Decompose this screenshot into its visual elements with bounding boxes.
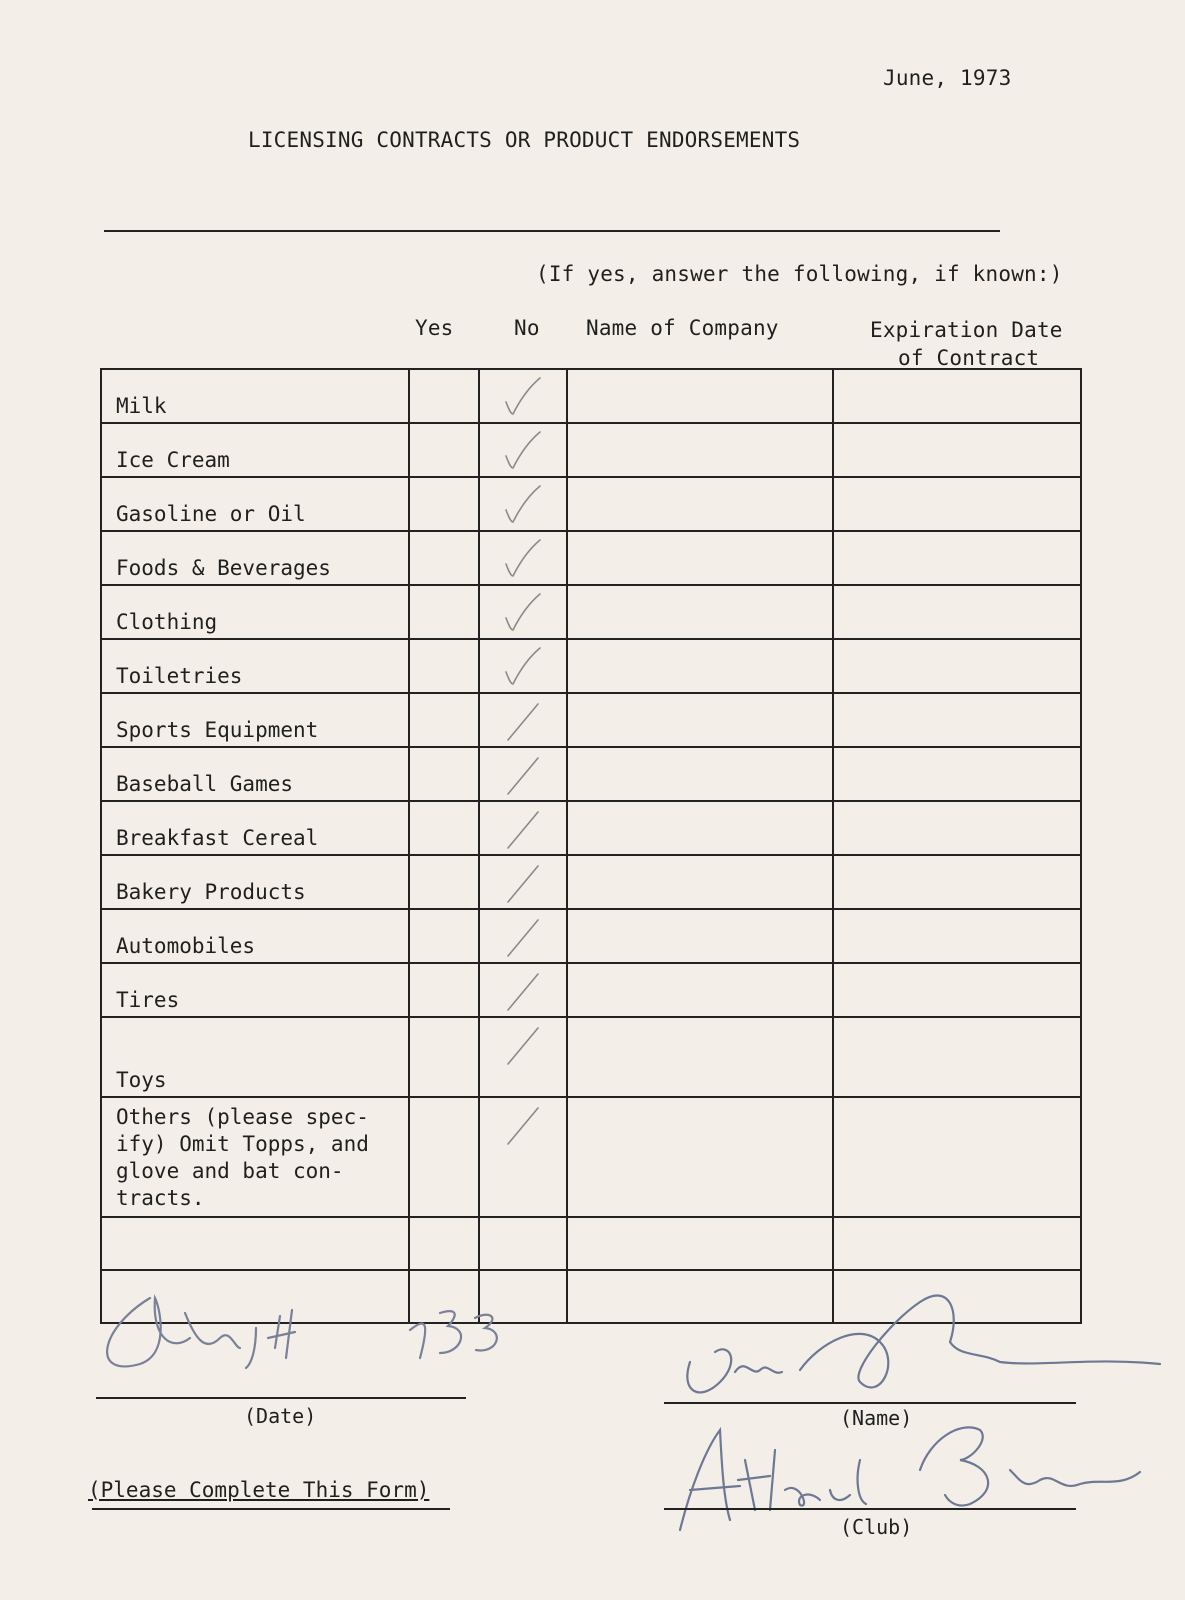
yes-cell[interactable]: [409, 801, 479, 855]
table-row: [101, 423, 1081, 477]
check-mark-icon: [500, 376, 550, 420]
category-cell[interactable]: [101, 1217, 409, 1270]
category-label: Baseball Games: [101, 747, 409, 801]
category-label: Clothing: [101, 585, 409, 639]
form-date: June, 1973: [883, 66, 1012, 90]
company-cell[interactable]: [567, 693, 833, 747]
check-mark-icon: [500, 862, 550, 906]
please-complete-underline: [92, 1508, 450, 1510]
instruction-note: (If yes, answer the following, if known:): [536, 262, 1063, 286]
yes-cell[interactable]: [409, 909, 479, 963]
endorsement-table: [100, 368, 1082, 1324]
check-mark-icon: [500, 1104, 550, 1148]
table-row: [101, 909, 1081, 963]
category-label: Tires: [101, 963, 409, 1017]
table-row: [101, 1017, 1081, 1097]
yes-cell[interactable]: [409, 855, 479, 909]
yes-cell[interactable]: [409, 1097, 479, 1217]
yes-cell[interactable]: [409, 531, 479, 585]
category-label: Sports Equipment: [101, 693, 409, 747]
table-row: [101, 963, 1081, 1017]
yes-cell[interactable]: [409, 747, 479, 801]
name-label: (Name): [840, 1406, 913, 1430]
yes-cell[interactable]: [409, 639, 479, 693]
no-cell[interactable]: [479, 909, 567, 963]
club-label: (Club): [840, 1515, 913, 1539]
handwritten-date: [80, 1268, 520, 1378]
company-cell[interactable]: [567, 909, 833, 963]
expiration-cell[interactable]: [833, 369, 1081, 423]
table-row: [101, 477, 1081, 531]
table-row: [101, 693, 1081, 747]
expiration-cell[interactable]: [833, 1217, 1081, 1270]
company-cell[interactable]: [567, 855, 833, 909]
company-cell[interactable]: [567, 801, 833, 855]
column-header-expiration-line2: of Contract: [898, 346, 1040, 370]
check-mark-icon: [500, 916, 550, 960]
company-cell[interactable]: [567, 531, 833, 585]
company-cell[interactable]: [567, 1097, 833, 1217]
category-label: Others (please spec-ify) Omit Topps, and glove and bat con-tracts.: [101, 1097, 409, 1217]
no-cell[interactable]: [479, 747, 567, 801]
check-mark-icon: [500, 538, 550, 582]
table-row: [101, 747, 1081, 801]
club-line: [664, 1508, 1076, 1510]
no-cell[interactable]: [479, 531, 567, 585]
category-label: Bakery Products: [101, 855, 409, 909]
expiration-cell[interactable]: [833, 693, 1081, 747]
expiration-cell[interactable]: [833, 1097, 1081, 1217]
table-row: [101, 585, 1081, 639]
yes-cell[interactable]: [409, 963, 479, 1017]
check-mark-icon: [500, 592, 550, 636]
table-row: [101, 855, 1081, 909]
yes-cell[interactable]: [409, 1017, 479, 1097]
expiration-cell[interactable]: [833, 855, 1081, 909]
expiration-cell[interactable]: [833, 423, 1081, 477]
check-mark-icon: [500, 970, 550, 1014]
category-label: Foods & Beverages: [101, 531, 409, 585]
company-cell[interactable]: [567, 369, 833, 423]
no-cell[interactable]: [479, 1017, 567, 1097]
table-row: [101, 531, 1081, 585]
expiration-cell[interactable]: [833, 963, 1081, 1017]
table-row: [101, 801, 1081, 855]
no-cell[interactable]: [479, 423, 567, 477]
blank-row: [101, 1217, 1081, 1270]
expiration-cell[interactable]: [833, 909, 1081, 963]
no-cell[interactable]: [479, 693, 567, 747]
check-mark-icon: [500, 700, 550, 744]
handwritten-club: [660, 1400, 1180, 1540]
category-label: Gasoline or Oil: [101, 477, 409, 531]
company-cell[interactable]: [567, 639, 833, 693]
check-mark-icon: [500, 430, 550, 474]
company-cell[interactable]: [567, 477, 833, 531]
yes-cell[interactable]: [409, 369, 479, 423]
table-row: [101, 1097, 1081, 1217]
name-entry-line: [104, 230, 1000, 232]
company-cell[interactable]: [567, 963, 833, 1017]
no-cell[interactable]: [479, 639, 567, 693]
company-cell[interactable]: [567, 1217, 833, 1270]
yes-cell[interactable]: [409, 423, 479, 477]
expiration-cell[interactable]: [833, 639, 1081, 693]
check-mark-icon: [500, 646, 550, 690]
yes-cell[interactable]: [409, 693, 479, 747]
expiration-cell[interactable]: [833, 1017, 1081, 1097]
check-mark-icon: [500, 484, 550, 528]
no-cell[interactable]: [479, 1217, 567, 1270]
table-row: [101, 369, 1081, 423]
no-cell[interactable]: [479, 963, 567, 1017]
category-label: Toys: [101, 1017, 409, 1097]
company-cell[interactable]: [567, 1017, 833, 1097]
column-header-company: Name of Company: [586, 316, 779, 340]
form-title: LICENSING CONTRACTS OR PRODUCT ENDORSEMENTS: [248, 128, 801, 152]
category-label: Toiletries: [101, 639, 409, 693]
column-header-yes: Yes: [415, 316, 454, 340]
no-cell[interactable]: [479, 801, 567, 855]
category-label: Ice Cream: [101, 423, 409, 477]
no-cell[interactable]: [479, 855, 567, 909]
date-line: [96, 1397, 466, 1399]
no-cell[interactable]: [479, 477, 567, 531]
expiration-cell[interactable]: [833, 585, 1081, 639]
no-cell[interactable]: [479, 585, 567, 639]
yes-cell[interactable]: [409, 585, 479, 639]
check-mark-icon: [500, 1024, 550, 1068]
category-label: Milk: [101, 369, 409, 423]
date-label: (Date): [244, 1404, 317, 1428]
column-header-expiration: Expiration Date: [870, 318, 1063, 342]
no-cell[interactable]: [479, 369, 567, 423]
column-header-no: No: [514, 316, 540, 340]
check-mark-icon: [500, 808, 550, 852]
yes-cell[interactable]: [409, 477, 479, 531]
category-label: Automobiles: [101, 909, 409, 963]
company-cell[interactable]: [567, 585, 833, 639]
expiration-cell[interactable]: [833, 531, 1081, 585]
check-mark-icon: [500, 754, 550, 798]
expiration-cell[interactable]: [833, 477, 1081, 531]
table-row: [101, 639, 1081, 693]
expiration-cell[interactable]: [833, 801, 1081, 855]
expiration-cell[interactable]: [833, 747, 1081, 801]
company-cell[interactable]: [567, 747, 833, 801]
please-complete-note: (Please Complete This Form): [88, 1478, 430, 1502]
category-label: Breakfast Cereal: [101, 801, 409, 855]
no-cell[interactable]: [479, 1097, 567, 1217]
yes-cell[interactable]: [409, 1217, 479, 1270]
company-cell[interactable]: [567, 423, 833, 477]
